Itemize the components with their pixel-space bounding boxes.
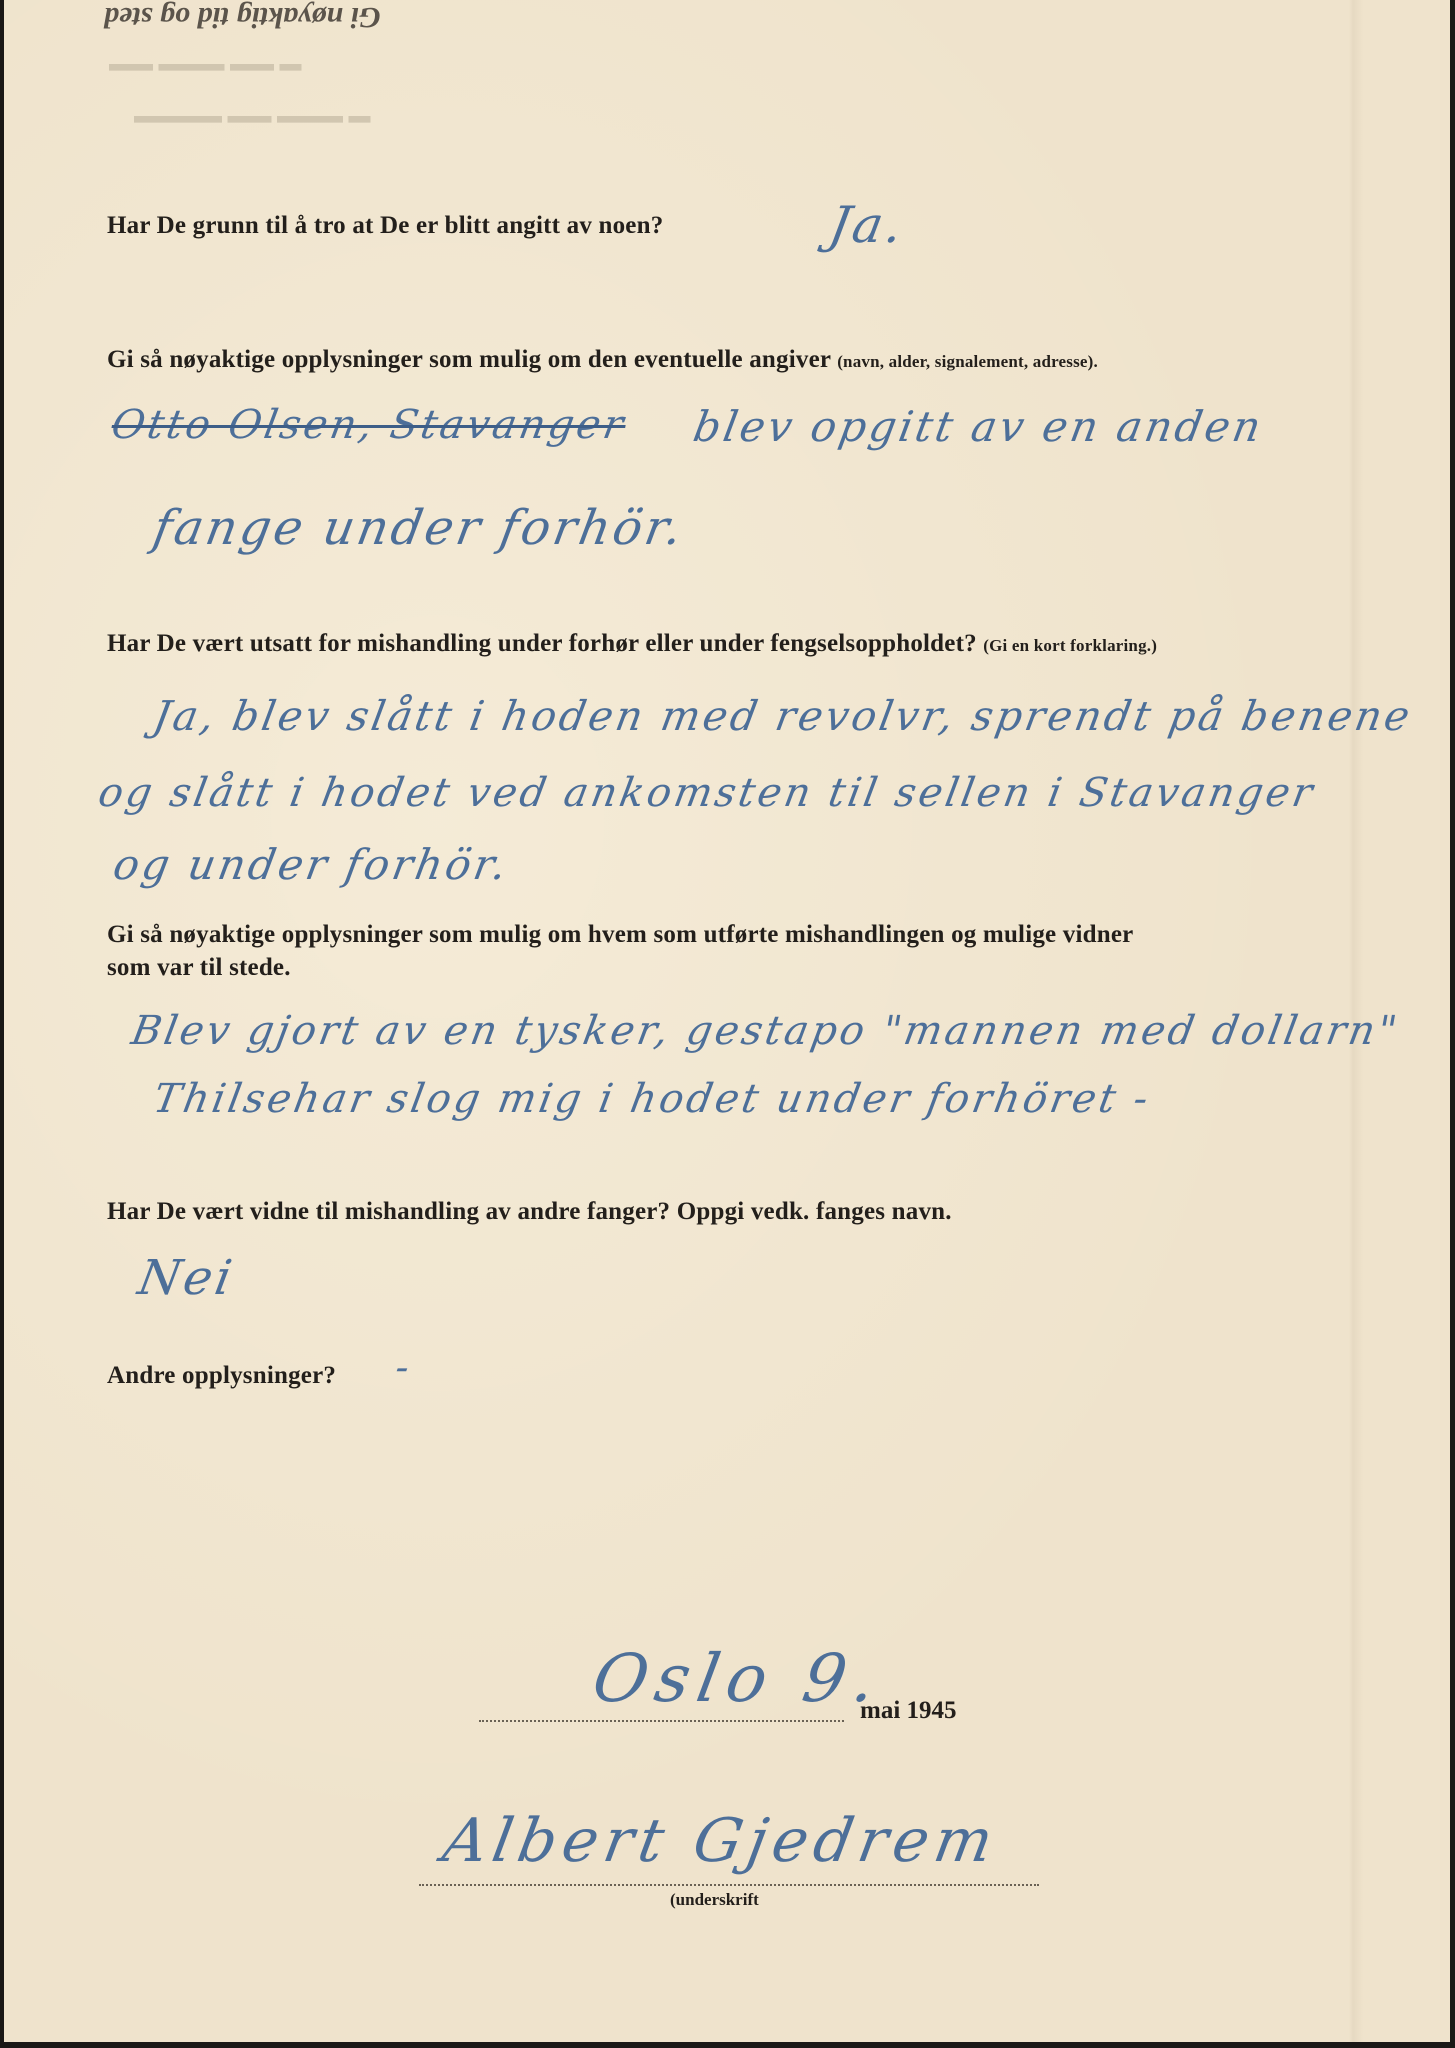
signature-label: (underskrift [670, 1890, 759, 1909]
document-page [4, 0, 1450, 2042]
place-date-handwritten: Oslo 9. [587, 1640, 890, 1717]
question-angitt: Har De grunn til å tro at De er blitt angitt av noen? [107, 212, 664, 239]
question-mishandling-label: Har De vært utsatt for mishandling under forhør eller under fengselsoppholdet? [107, 630, 977, 657]
question-andre: Andre opplysninger? [107, 1362, 337, 1389]
answer-angiver-line1: blev opgitt av en anden [689, 402, 1268, 451]
question-mishandling-note: (Gi en kort forklaring.) [983, 636, 1158, 655]
question-angiver-label: Gi så nøyaktige opplysninger som mulig om den eventuelle angiver [107, 346, 831, 373]
question-vidne: Har De vært vidne til mishandling av andre fanger? Oppgi vedk. fanges navn. [107, 1198, 952, 1225]
answer-mishandling-line3: og under forhör. [109, 840, 514, 889]
question-angiver-note: (navn, alder, signalement, adresse). [837, 352, 1098, 371]
answer-hvem-line2: Thilsehar slog mig i hodet under forhöret - [149, 1076, 1155, 1122]
answer-angitt: Ja. [824, 196, 910, 254]
bleed-through-text: ▬ ▬▬ ▬▬▬ ▬▬ [109, 59, 302, 84]
question-hvem-line1: Gi så nøyaktige opplysninger som mulig om hvem som utførte mishandlingen og mulige vidner [107, 921, 1134, 948]
answer-hvem-line1: Blev gjort av en tysker, gestapo "mannen med dollarn" [127, 1008, 1404, 1054]
answer-angiver-struck: Otto Olsen, Stavanger [107, 402, 630, 448]
answer-vidne: Nei [134, 1250, 239, 1306]
question-hvem [107, 918, 1133, 984]
bleed-through-text: ▬ ▬▬▬ ▬▬ ▬▬▬▬ [134, 111, 371, 136]
question-mishandling [107, 630, 1157, 658]
date-printed: mai 1945 [860, 1697, 957, 1724]
place-date-line [479, 1720, 844, 1722]
upside-down-header: Gi nøyaktig tid og sted [104, 1, 381, 34]
answer-mishandling-line1: Ja, blev slått i hoden med revolvr, sprendt på benene [149, 692, 1417, 740]
question-angiver [107, 346, 1098, 374]
answer-mishandling-line2: og slått i hodet ved ankomsten til sellen i Stavanger [94, 770, 1319, 816]
answer-angiver-line2: fange under forhör. [149, 500, 690, 556]
question-hvem-line2: som var til stede. [107, 954, 291, 981]
signature: Albert Gjedrem [437, 1806, 1005, 1876]
answer-andre: - [392, 1345, 416, 1389]
signature-line [419, 1884, 1039, 1886]
